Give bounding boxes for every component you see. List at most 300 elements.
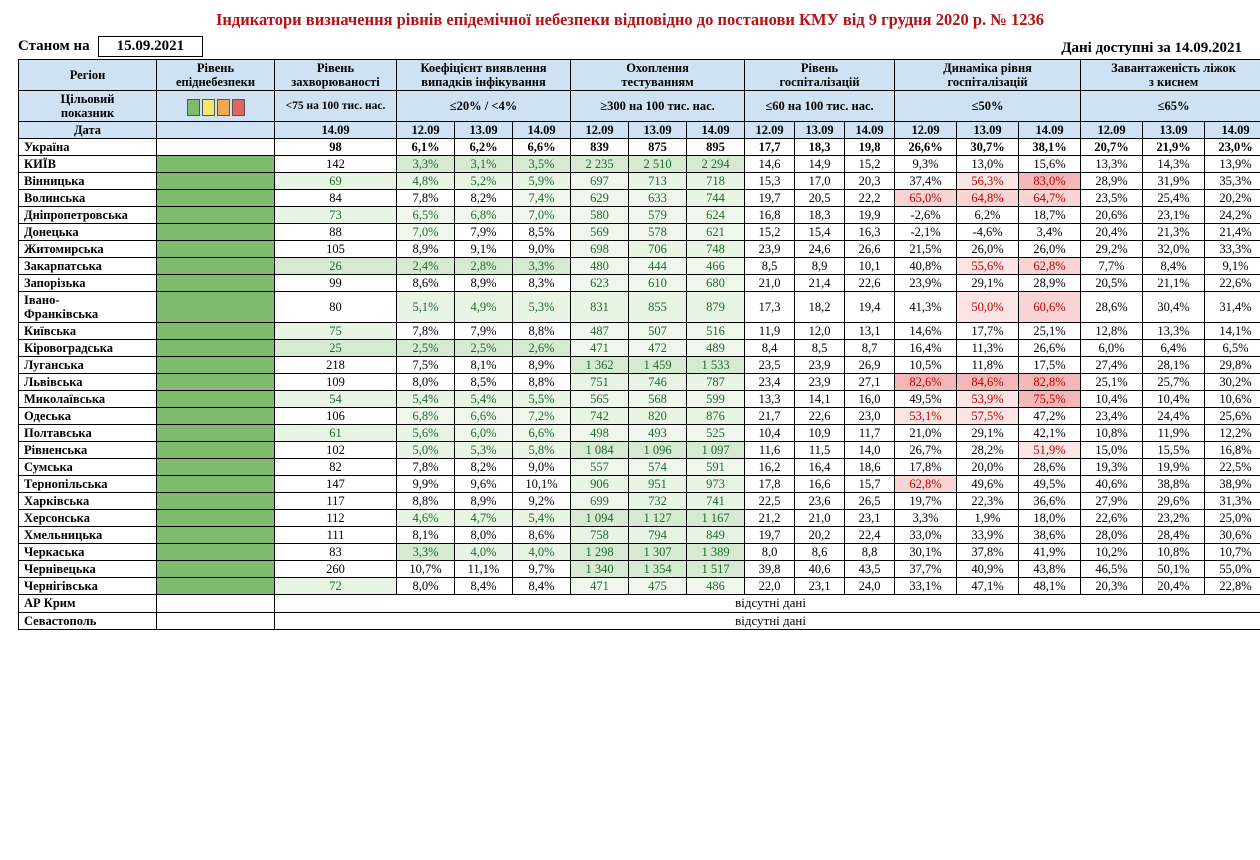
incidence-value: 69	[275, 173, 397, 190]
oxygen-beds-value: 33,3%	[1205, 241, 1260, 258]
region-name: Донецька	[19, 224, 157, 241]
no-data-cell: відсутні дані	[275, 612, 1260, 630]
region-name: Івано- Франківська	[19, 292, 157, 323]
epidemic-level-cell	[157, 357, 275, 374]
oxygen-beds-value: 16,8%	[1205, 442, 1260, 459]
testing-value: 895	[687, 139, 745, 156]
region-name: Луганська	[19, 357, 157, 374]
hospitalization-value: 23,1	[795, 578, 845, 595]
table-row	[19, 292, 1260, 323]
detection-value: 7,5%	[397, 357, 455, 374]
hospitalization-value: 18,3	[795, 139, 845, 156]
oxygen-beds-value: 6,5%	[1205, 340, 1260, 357]
table-row	[19, 207, 1260, 224]
testing-value: 1 533	[687, 357, 745, 374]
testing-value: 565	[571, 391, 629, 408]
oxygen-beds-value: 25,4%	[1143, 190, 1205, 207]
oxygen-beds-value: 6,0%	[1081, 340, 1143, 357]
incidence-value: 218	[275, 357, 397, 374]
hospitalization-value: 19,8	[845, 139, 895, 156]
hospitalization-value: 11,7	[845, 425, 895, 442]
hospitalization-value: 11,6	[745, 442, 795, 459]
hosp-dynamics-value: 25,1%	[1019, 323, 1081, 340]
testing-value: 699	[571, 493, 629, 510]
table-row	[19, 595, 1260, 613]
detection-value: 8,6%	[513, 527, 571, 544]
incidence-value: 83	[275, 544, 397, 561]
epidemic-level-cell	[157, 561, 275, 578]
hosp-dynamics-value: 83,0%	[1019, 173, 1081, 190]
hosp-dynamics-value: -4,6%	[957, 224, 1019, 241]
testing-value: 486	[687, 578, 745, 595]
hosp-dynamics-value: 64,7%	[1019, 190, 1081, 207]
hosp-dynamics-value: 47,1%	[957, 578, 1019, 595]
oxygen-beds-value: 21,3%	[1143, 224, 1205, 241]
region-name: Харківська	[19, 493, 157, 510]
testing-value: 973	[687, 476, 745, 493]
hospitalization-value: 16,2	[745, 459, 795, 476]
hospitalization-value: 10,1	[845, 258, 895, 275]
hosp-dynamics-value: 37,8%	[957, 544, 1019, 561]
date-dyn-1: 13.09	[957, 122, 1019, 139]
table-header	[19, 60, 1260, 139]
testing-value: 742	[571, 408, 629, 425]
detection-value: 5,1%	[397, 292, 455, 323]
col-testing: Охоплення тестуванням	[571, 60, 745, 91]
testing-value: 525	[687, 425, 745, 442]
epidemic-level-cell	[157, 323, 275, 340]
detection-value: 5,3%	[513, 292, 571, 323]
oxygen-beds-value: 20,4%	[1081, 224, 1143, 241]
hospitalization-value: 23,1	[845, 510, 895, 527]
testing-value: 697	[571, 173, 629, 190]
date-hosp-0: 12.09	[745, 122, 795, 139]
oxygen-beds-value: 14,3%	[1143, 156, 1205, 173]
table-row	[19, 241, 1260, 258]
hosp-dynamics-value: 43,8%	[1019, 561, 1081, 578]
incidence-value: 105	[275, 241, 397, 258]
epidemic-level-cell	[157, 493, 275, 510]
testing-value: 569	[571, 224, 629, 241]
hospitalization-value: 22,5	[745, 493, 795, 510]
hosp-dynamics-value: 20,0%	[957, 459, 1019, 476]
incidence-value: 112	[275, 510, 397, 527]
incidence-value: 109	[275, 374, 397, 391]
testing-value: 1 354	[629, 561, 687, 578]
oxygen-beds-value: 25,7%	[1143, 374, 1205, 391]
table-row	[19, 190, 1260, 207]
oxygen-beds-value: 10,6%	[1205, 391, 1260, 408]
detection-value: 3,5%	[513, 156, 571, 173]
hosp-dynamics-value: 56,3%	[957, 173, 1019, 190]
incidence-value: 117	[275, 493, 397, 510]
oxygen-beds-value: 38,9%	[1205, 476, 1260, 493]
testing-value: 471	[571, 340, 629, 357]
region-name: Полтавська	[19, 425, 157, 442]
hosp-dynamics-value: 64,8%	[957, 190, 1019, 207]
hospitalization-value: 15,2	[845, 156, 895, 173]
oxygen-beds-value: 19,3%	[1081, 459, 1143, 476]
table-row	[19, 224, 1260, 241]
detection-value: 8,6%	[397, 275, 455, 292]
header-row-targets	[19, 91, 1260, 122]
header-row-dates	[19, 122, 1260, 139]
target-testing: ≥300 на 100 тис. нас.	[571, 91, 745, 122]
hosp-dynamics-value: 33,0%	[895, 527, 957, 544]
hospitalization-value: 23,4	[745, 374, 795, 391]
hosp-dynamics-value: 41,9%	[1019, 544, 1081, 561]
testing-value: 879	[687, 292, 745, 323]
region-name: АР Крим	[19, 595, 157, 613]
date-incidence-0: 14.09	[275, 122, 397, 139]
legend-yellow-icon	[202, 99, 215, 116]
hosp-dynamics-value: 17,8%	[895, 459, 957, 476]
oxygen-beds-value: 22,8%	[1205, 578, 1260, 595]
epidemic-level-cell	[157, 527, 275, 544]
region-name: Львівська	[19, 374, 157, 391]
detection-value: 5,0%	[397, 442, 455, 459]
table-row	[19, 459, 1260, 476]
hosp-dynamics-value: 15,6%	[1019, 156, 1081, 173]
testing-value: 698	[571, 241, 629, 258]
detection-value: 6,8%	[455, 207, 513, 224]
detection-value: 7,0%	[513, 207, 571, 224]
oxygen-beds-value: 31,4%	[1205, 292, 1260, 323]
region-name: Київська	[19, 323, 157, 340]
oxygen-beds-value: 11,9%	[1143, 425, 1205, 442]
region-name: КИЇВ	[19, 156, 157, 173]
oxygen-beds-value: 28,4%	[1143, 527, 1205, 544]
table-row	[19, 578, 1260, 595]
hosp-dynamics-value: 53,9%	[957, 391, 1019, 408]
hospitalization-value: 19,9	[845, 207, 895, 224]
testing-value: 787	[687, 374, 745, 391]
region-name: Житомирська	[19, 241, 157, 258]
hospitalization-value: 22,2	[845, 190, 895, 207]
oxygen-beds-value: 24,2%	[1205, 207, 1260, 224]
target-oxygen-beds: ≤65%	[1081, 91, 1260, 122]
epidemic-level-cell	[157, 595, 275, 613]
hospitalization-value: 40,6	[795, 561, 845, 578]
hosp-dynamics-value: 47,2%	[1019, 408, 1081, 425]
legend-swatches	[160, 97, 271, 116]
hosp-dynamics-value: 60,6%	[1019, 292, 1081, 323]
testing-value: 718	[687, 173, 745, 190]
detection-value: 5,9%	[513, 173, 571, 190]
detection-value: 5,4%	[455, 391, 513, 408]
detection-value: 6,6%	[513, 139, 571, 156]
oxygen-beds-value: 30,6%	[1205, 527, 1260, 544]
epidemic-level-cell	[157, 207, 275, 224]
detection-value: 4,7%	[455, 510, 513, 527]
date-testing-1: 13.09	[629, 122, 687, 139]
date-detection-1: 13.09	[455, 122, 513, 139]
table-row	[19, 156, 1260, 173]
hosp-dynamics-value: 62,8%	[1019, 258, 1081, 275]
detection-value: 8,5%	[455, 374, 513, 391]
oxygen-beds-value: 10,2%	[1081, 544, 1143, 561]
hosp-dynamics-value: 9,3%	[895, 156, 957, 173]
epidemic-level-cell	[157, 510, 275, 527]
detection-value: 2,6%	[513, 340, 571, 357]
level-legend	[157, 91, 275, 122]
testing-value: 489	[687, 340, 745, 357]
hospitalization-value: 11,9	[745, 323, 795, 340]
hosp-dynamics-value: 51,9%	[1019, 442, 1081, 459]
detection-value: 6,5%	[397, 207, 455, 224]
hospitalization-value: 13,3	[745, 391, 795, 408]
epidemic-level-cell	[157, 173, 275, 190]
testing-value: 574	[629, 459, 687, 476]
detection-value: 2,8%	[455, 258, 513, 275]
epidemic-level-cell	[157, 156, 275, 173]
oxygen-beds-value: 13,3%	[1081, 156, 1143, 173]
oxygen-beds-value: 22,5%	[1205, 459, 1260, 476]
incidence-value: 84	[275, 190, 397, 207]
testing-value: 2 294	[687, 156, 745, 173]
testing-value: 599	[687, 391, 745, 408]
page-title: Індикатори визначення рівнів епідемічної небезпеки відповідно до постанови КМУ від 9 грудня 2020 р. № 1236	[215, 10, 1044, 29]
detection-value: 8,8%	[513, 323, 571, 340]
as-of-date: 15.09.2021	[98, 36, 204, 57]
testing-value: 706	[629, 241, 687, 258]
testing-value: 471	[571, 578, 629, 595]
detection-value: 9,0%	[513, 459, 571, 476]
oxygen-beds-value: 55,0%	[1205, 561, 1260, 578]
hosp-dynamics-value: -2,1%	[895, 224, 957, 241]
hospitalization-value: 14,1	[795, 391, 845, 408]
detection-value: 2,4%	[397, 258, 455, 275]
region-name: Запорізька	[19, 275, 157, 292]
oxygen-beds-value: 19,9%	[1143, 459, 1205, 476]
oxygen-beds-value: 20,5%	[1081, 275, 1143, 292]
target-label: Цільовий показник	[19, 91, 157, 122]
hospitalization-value: 23,9	[795, 374, 845, 391]
testing-value: 794	[629, 527, 687, 544]
oxygen-beds-value: 29,8%	[1205, 357, 1260, 374]
oxygen-beds-value: 28,1%	[1143, 357, 1205, 374]
detection-value: 8,0%	[397, 578, 455, 595]
oxygen-beds-value: 30,4%	[1143, 292, 1205, 323]
hosp-dynamics-value: 10,5%	[895, 357, 957, 374]
hosp-dynamics-value: 53,1%	[895, 408, 957, 425]
hospitalization-value: 8,0	[745, 544, 795, 561]
testing-value: 493	[629, 425, 687, 442]
region-name: Кіровоградська	[19, 340, 157, 357]
detection-value: 8,2%	[455, 459, 513, 476]
oxygen-beds-value: 40,6%	[1081, 476, 1143, 493]
hosp-dynamics-value: 30,1%	[895, 544, 957, 561]
hospitalization-value: 19,7	[745, 190, 795, 207]
hospitalization-value: 20,2	[795, 527, 845, 544]
oxygen-beds-value: 29,6%	[1143, 493, 1205, 510]
hospitalization-value: 19,7	[745, 527, 795, 544]
testing-value: 1 094	[571, 510, 629, 527]
oxygen-beds-value: 20,4%	[1143, 578, 1205, 595]
testing-value: 839	[571, 139, 629, 156]
incidence-value: 75	[275, 323, 397, 340]
table-row	[19, 258, 1260, 275]
hospitalization-value: 18,6	[845, 459, 895, 476]
hospitalization-value: 26,9	[845, 357, 895, 374]
incidence-value: 72	[275, 578, 397, 595]
testing-value: 568	[629, 391, 687, 408]
detection-value: 9,1%	[455, 241, 513, 258]
table-row	[19, 510, 1260, 527]
region-name: Одеська	[19, 408, 157, 425]
region-name: Севастополь	[19, 612, 157, 630]
hospitalization-value: 21,7	[745, 408, 795, 425]
detection-value: 4,0%	[455, 544, 513, 561]
incidence-value: 54	[275, 391, 397, 408]
oxygen-beds-value: 50,1%	[1143, 561, 1205, 578]
testing-value: 610	[629, 275, 687, 292]
detection-value: 8,4%	[455, 578, 513, 595]
hosp-dynamics-value: 28,6%	[1019, 459, 1081, 476]
testing-value: 2 510	[629, 156, 687, 173]
hosp-dynamics-value: 33,9%	[957, 527, 1019, 544]
oxygen-beds-value: 20,3%	[1081, 578, 1143, 595]
table-row	[19, 493, 1260, 510]
date-hosp-1: 13.09	[795, 122, 845, 139]
hospitalization-value: 23,9	[745, 241, 795, 258]
hospitalization-value: 24,6	[795, 241, 845, 258]
detection-value: 5,4%	[397, 391, 455, 408]
hosp-dynamics-value: 36,6%	[1019, 493, 1081, 510]
hosp-dynamics-value: 26,6%	[1019, 340, 1081, 357]
detection-value: 8,9%	[513, 357, 571, 374]
oxygen-beds-value: 31,9%	[1143, 173, 1205, 190]
oxygen-beds-value: 15,5%	[1143, 442, 1205, 459]
testing-value: 2 235	[571, 156, 629, 173]
oxygen-beds-value: 32,0%	[1143, 241, 1205, 258]
incidence-value: 80	[275, 292, 397, 323]
table-row	[19, 544, 1260, 561]
hospitalization-value: 19,4	[845, 292, 895, 323]
oxygen-beds-value: 23,1%	[1143, 207, 1205, 224]
hosp-dynamics-value: 42,1%	[1019, 425, 1081, 442]
table-row	[19, 425, 1260, 442]
hosp-dynamics-value: 33,1%	[895, 578, 957, 595]
hospitalization-value: 22,6	[795, 408, 845, 425]
hosp-dynamics-value: 49,5%	[1019, 476, 1081, 493]
oxygen-beds-value: 35,3%	[1205, 173, 1260, 190]
hospitalization-value: 16,0	[845, 391, 895, 408]
testing-value: 557	[571, 459, 629, 476]
hosp-dynamics-value: 17,5%	[1019, 357, 1081, 374]
detection-value: 4,6%	[397, 510, 455, 527]
oxygen-beds-value: 25,1%	[1081, 374, 1143, 391]
hospitalization-value: 20,3	[845, 173, 895, 190]
oxygen-beds-value: 27,9%	[1081, 493, 1143, 510]
hosp-dynamics-value: 49,6%	[957, 476, 1019, 493]
hosp-dynamics-value: 55,6%	[957, 258, 1019, 275]
detection-value: 7,2%	[513, 408, 571, 425]
region-name: Дніпропетровська	[19, 207, 157, 224]
hospitalization-value: 12,0	[795, 323, 845, 340]
testing-value: 875	[629, 139, 687, 156]
incidence-value: 142	[275, 156, 397, 173]
epidemic-level-cell	[157, 241, 275, 258]
date-oxy-0: 12.09	[1081, 122, 1143, 139]
hospitalization-value: 39,8	[745, 561, 795, 578]
detection-value: 7,8%	[397, 323, 455, 340]
incidence-value: 82	[275, 459, 397, 476]
hosp-dynamics-value: 26,6%	[895, 139, 957, 156]
hosp-dynamics-value: 19,7%	[895, 493, 957, 510]
table-row	[19, 476, 1260, 493]
detection-value: 9,7%	[513, 561, 571, 578]
hospitalization-value: 21,2	[745, 510, 795, 527]
testing-value: 444	[629, 258, 687, 275]
testing-value: 1 084	[571, 442, 629, 459]
testing-value: 1 298	[571, 544, 629, 561]
testing-value: 1 127	[629, 510, 687, 527]
testing-value: 876	[687, 408, 745, 425]
testing-value: 680	[687, 275, 745, 292]
target-hospitalization: ≤60 на 100 тис. нас.	[745, 91, 895, 122]
col-hospitalization: Рівень госпіталізацій	[745, 60, 895, 91]
testing-value: 1 389	[687, 544, 745, 561]
epidemic-level-cell	[157, 476, 275, 493]
hosp-dynamics-value: 23,9%	[895, 275, 957, 292]
hosp-dynamics-value: 38,1%	[1019, 139, 1081, 156]
detection-value: 3,3%	[513, 258, 571, 275]
hospitalization-value: 11,5	[795, 442, 845, 459]
epidemic-level-cell	[157, 544, 275, 561]
hospitalization-value: 20,5	[795, 190, 845, 207]
testing-value: 487	[571, 323, 629, 340]
col-detection: Коефіцієнт виявлення випадків інфікування	[397, 60, 571, 91]
epidemic-level-cell	[157, 275, 275, 292]
data-available-label: Дані доступні за	[1061, 40, 1171, 56]
hospitalization-value: 27,1	[845, 374, 895, 391]
hosp-dynamics-value: 50,0%	[957, 292, 1019, 323]
detection-value: 9,9%	[397, 476, 455, 493]
detection-value: 8,9%	[455, 275, 513, 292]
testing-value: 1 362	[571, 357, 629, 374]
hosp-dynamics-value: 30,7%	[957, 139, 1019, 156]
detection-value: 8,9%	[397, 241, 455, 258]
testing-value: 1 340	[571, 561, 629, 578]
oxygen-beds-value: 25,0%	[1205, 510, 1260, 527]
detection-value: 6,6%	[513, 425, 571, 442]
oxygen-beds-value: 28,9%	[1081, 173, 1143, 190]
testing-value: 1 517	[687, 561, 745, 578]
hospitalization-value: 15,7	[845, 476, 895, 493]
testing-value: 1 459	[629, 357, 687, 374]
hosp-dynamics-value: 40,9%	[957, 561, 1019, 578]
hospitalization-value: 23,0	[845, 408, 895, 425]
date-detection-2: 14.09	[513, 122, 571, 139]
hospitalization-value: 18,2	[795, 292, 845, 323]
oxygen-beds-value: 10,7%	[1205, 544, 1260, 561]
testing-value: 1 096	[629, 442, 687, 459]
hosp-dynamics-value: 26,0%	[957, 241, 1019, 258]
detection-value: 5,5%	[513, 391, 571, 408]
testing-value: 849	[687, 527, 745, 544]
table-row	[19, 391, 1260, 408]
incidence-value: 260	[275, 561, 397, 578]
testing-value: 633	[629, 190, 687, 207]
hosp-dynamics-value: 49,5%	[895, 391, 957, 408]
indicators-table	[18, 59, 1260, 630]
hosp-dynamics-value: 75,5%	[1019, 391, 1081, 408]
detection-value: 10,1%	[513, 476, 571, 493]
oxygen-beds-value: 12,8%	[1081, 323, 1143, 340]
oxygen-beds-value: 46,5%	[1081, 561, 1143, 578]
detection-value: 8,3%	[513, 275, 571, 292]
